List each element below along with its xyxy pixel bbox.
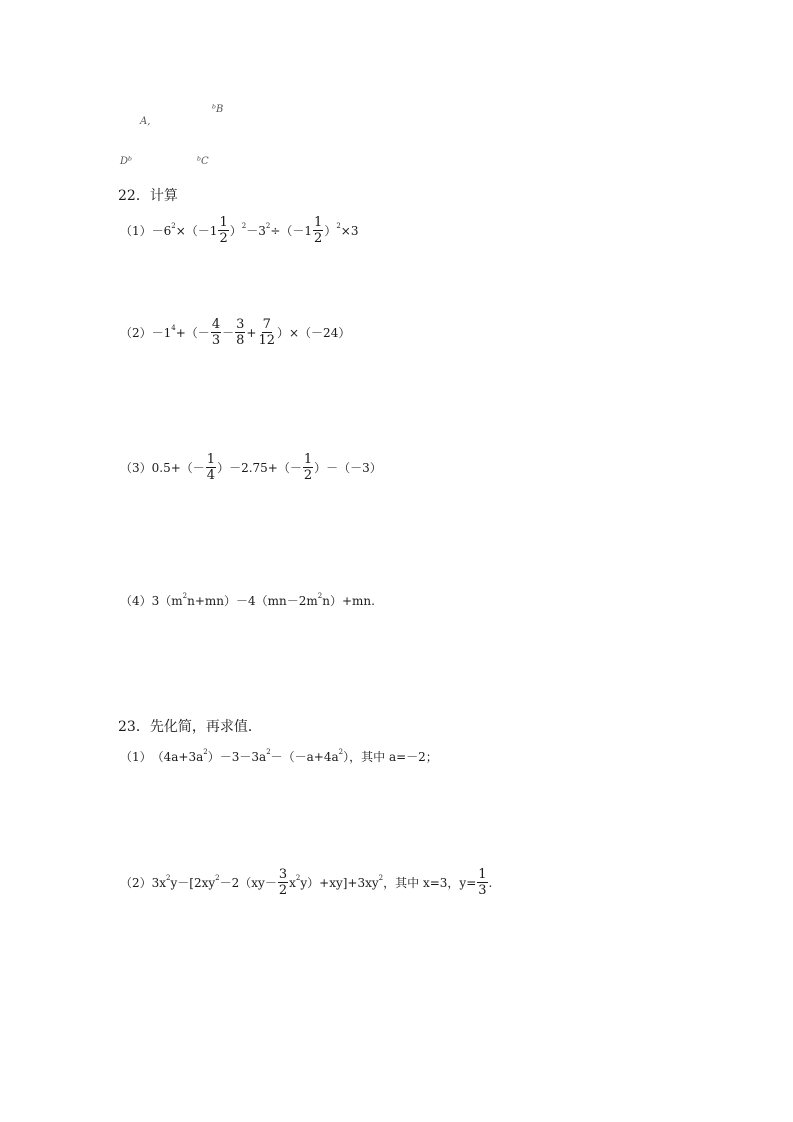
fraction: $\frac{3}{8}$ [236, 317, 245, 348]
question-23-part-2: （2） 3x 2 y－[2xy 2 －2（xy－ $\frac{3}{2}$ x 2 y）+xy]+3xy 2 ，其中 x=3，y= $\frac{1}{3}$ . [120, 867, 493, 898]
question-22-part-2: （2） －1 4 +（－ $\frac{4}{3}$ － $\frac{3}{8}$ + $\frac{7}{12}$ ）×（－24） [120, 317, 351, 348]
point-label-d: Dᵇ [120, 156, 133, 167]
point-label-b: ᵇB [212, 104, 224, 115]
fraction: $\frac{1}{3}$ [478, 867, 487, 898]
question-23-part-1: （1） （4a+3a 2 ）－3－3a 2 －（－a+4a 2 ），其中 a=－2； [120, 747, 438, 764]
fraction: $\frac{4}{3}$ [211, 317, 221, 348]
question-22-part-1: （1） －6 2 ×（－1 $\frac{1}{2}$ ） 2 －3 2 ÷（－1 $\frac{1}{2}$ ） 2 ×3 [120, 215, 359, 246]
question-22-title: 22．计算 [118, 188, 178, 204]
fraction: $\frac{1}{4}$ [206, 452, 216, 483]
fraction: $\frac{3}{2}$ [278, 867, 288, 898]
question-22-part-3: （3） 0.5+（－ $\frac{1}{4}$ ）－2.75+（－ $\frac{1}{2}$ ）－（－3） [120, 452, 382, 483]
fraction: $\frac{1}{2}$ [303, 452, 313, 483]
question-23-title: 23．先化简，再求值． [118, 719, 262, 735]
fraction: $\frac{1}{2}$ [314, 215, 323, 246]
fraction: $\frac{7}{12}$ [258, 317, 275, 348]
point-label-c: ᵇC [197, 156, 209, 167]
fraction: $\frac{1}{2}$ [219, 215, 228, 246]
point-label-a: A, [140, 116, 151, 127]
question-22-part-4: （4） 3（m 2 n+mn）－4（mn－2m 2 n）+mn. [120, 591, 375, 608]
